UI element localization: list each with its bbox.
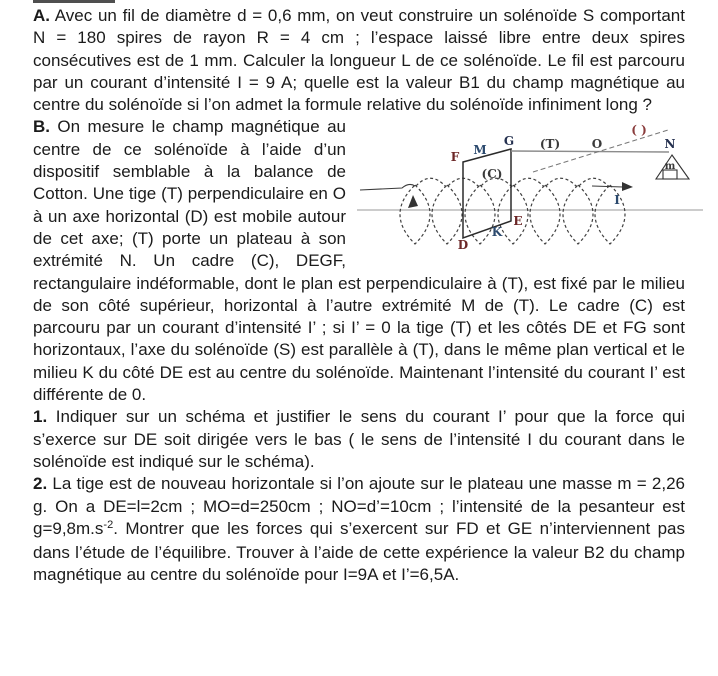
text-segment: B. [33,117,50,137]
label-E: E [513,214,523,229]
label-G: G [503,134,515,149]
label-mass-m: m [664,161,676,173]
text-segment: 1. [33,407,48,427]
current-arrow-icon [622,182,633,191]
label-F: F [450,150,460,165]
paragraph-question-1 [33,406,685,473]
label-K: K [491,225,503,240]
text-segment: On mesure le champ magnétique au centre de ce solénoïde à l’aide d’un dispositif semblable à la balance de Cotton. Une tige (T) perpendiculaire en O à un axe horizontal (D) est mobile autour de cet axe; (T) porte un plateau à son extrémité N. Un cadre (C), DEGF, rectangulaire indéformable, dont le plan est perpendiculaire à (T), est fixé par le milieu de son côté supérieur, horizontal à l’autre extrémité M de (T). Le cadre (C) est parcouru par un courant d’intensité I’ ; si I’ = 0 la tige (T) et les côtés DE et FG sont horizontaux, l’axe du solénoïde (S) est parallèle à (T), dans le même plan vertical et le milieu K du côté DE est au centre du solénoïde. Maintenant l’intensité du courant I’ est différente de 0. [33,117,685,405]
rod-T-line [511,151,669,152]
text-segment: -2 [103,518,114,531]
left-lead-wire [360,185,418,209]
paragraph-question-2 [33,473,685,586]
label-D: D [457,238,469,253]
frame-DEGF [463,149,511,238]
text-segment: . Montrer que les forces qui s’exercent sur FD et GE n’interviennent pas dans l’étude de l’équilibre. Trouver à l’aide de cette expérience la valeur B2 du champ magnétique au centre du solénoïde pour I=9A et I’=6,5A. [33,518,685,585]
solenoid-coils [400,179,625,245]
paragraph-problem-a [33,5,685,116]
label-rotation-axis: ( ) [631,123,647,138]
label-rod-T: (T) [539,137,561,152]
text-segment: La tige est de nouveau horizontale si l’on ajoute sur le plateau une masse m = 2,26 g. On a DE=l=2cm ; MO=d=250cm ; NO=d’=10cm ; l’intensité de la pesanteur est g=9,8m.s [33,474,685,538]
label-current-I: I [614,193,620,208]
text-segment: Avec un fil de diamètre d = 0,6 mm, on veut construire un solénoïde S comportant N = 180 spires de rayon R = 4 cm ; l’espace laissé libre entre deux spires consécutives est de 1 mm. Calculer la longueur L de ce solénoïde. Le fil est parcouru par un courant d’intensité I = 9 A; quelle est la valeur B1 du champ magnétique au centre du solénoïde si l’on admet la formule relative du solénoïde infiniment long ? [33,6,685,115]
text-segment: A. [33,6,50,25]
current-direction-arrow-icon [408,195,418,208]
cotton-balance-solenoid-figure [352,118,708,270]
paragraph-problem-b [33,116,685,406]
top-crop-rule [33,0,115,3]
right-lead-wire [592,182,633,191]
label-M: M [473,143,487,158]
label-N: N [664,137,676,152]
text-segment: 2. [33,474,48,494]
label-frame-C: (C) [481,167,503,182]
label-O: O [591,137,603,152]
text-segment: Indiquer sur un schéma et justifier le sens du courant I’ pour que la force qui s’exerce sur DE soit dirigée vers le bas ( le sens de l’intensité I du courant dans le solénoïde est indiqué sur le schéma). [33,407,685,471]
